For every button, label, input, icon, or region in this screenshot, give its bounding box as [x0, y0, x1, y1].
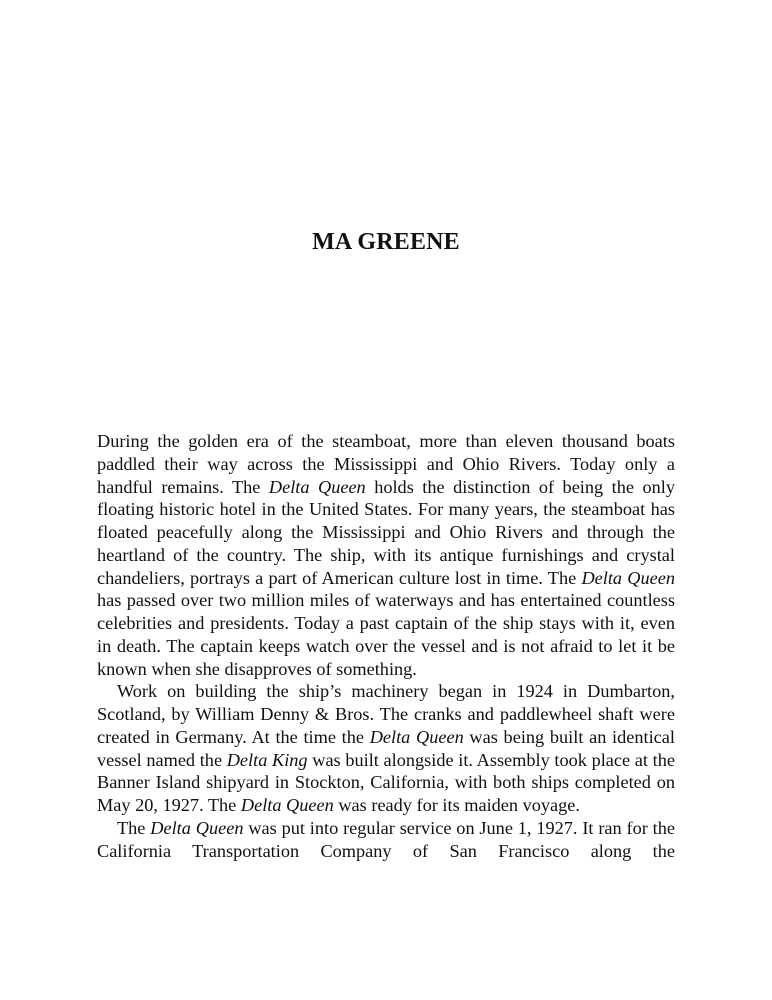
ship-name-italic: Delta Queen	[369, 726, 464, 747]
paragraph-2	[97, 680, 675, 817]
paragraph-1	[97, 430, 675, 680]
ship-name-italic: Delta Queen	[581, 567, 675, 588]
ship-name-italic: Delta Queen	[150, 817, 244, 838]
text-segment: has passed over two million miles of waterways and has entertained countless celebrities and presidents. Today a past captain of the ship stays with it, even in death. The captain keeps watch over the vessel and is not afraid to let it be known when she disapproves of something.	[97, 590, 675, 679]
text-segment: Work on building the ship’s machinery began in 1924 in Dumbarton, Scotland, by William Denny & Bros. The cranks and paddlewheel shaft were created in Germany. At the time the	[97, 681, 675, 747]
text-segment: was put into regular service on June 1, 1927. It ran for the California Transportation Company of San Francisco along the	[97, 817, 676, 861]
paragraph-3	[97, 817, 675, 863]
ship-name-italic: Delta King	[226, 749, 308, 770]
chapter-title: MA GREENE	[312, 229, 460, 255]
ship-name-italic: Delta Queen	[240, 795, 334, 815]
ship-name-italic: Delta Queen	[268, 476, 366, 497]
text-segment: holds the distinction of being the only floating historic hotel in the United States. For many years, the steamboat has floated peacefully along the Mississippi and Ohio Rivers and through the heartland of the country. The ship, with its antique furnishings and crystal chandeliers, portrays a part of American culture lost in time. The	[97, 476, 675, 588]
text-segment: was ready for its maiden voyage.	[333, 795, 580, 815]
body-text	[97, 430, 675, 862]
text-segment: During the golden era of the steamboat, more than eleven thousand boats paddled their way across the Mississippi and Ohio Rivers. Today only a handful remains. The	[97, 431, 675, 497]
text-segment: was built alongside it. Assembly took place at the Banner Island shipyard in Stockton, California, with both ships completed on May 20, 1927. The	[97, 749, 675, 815]
text-segment: was being built an identical vessel named the	[97, 726, 675, 770]
text-segment: The	[117, 817, 151, 838]
